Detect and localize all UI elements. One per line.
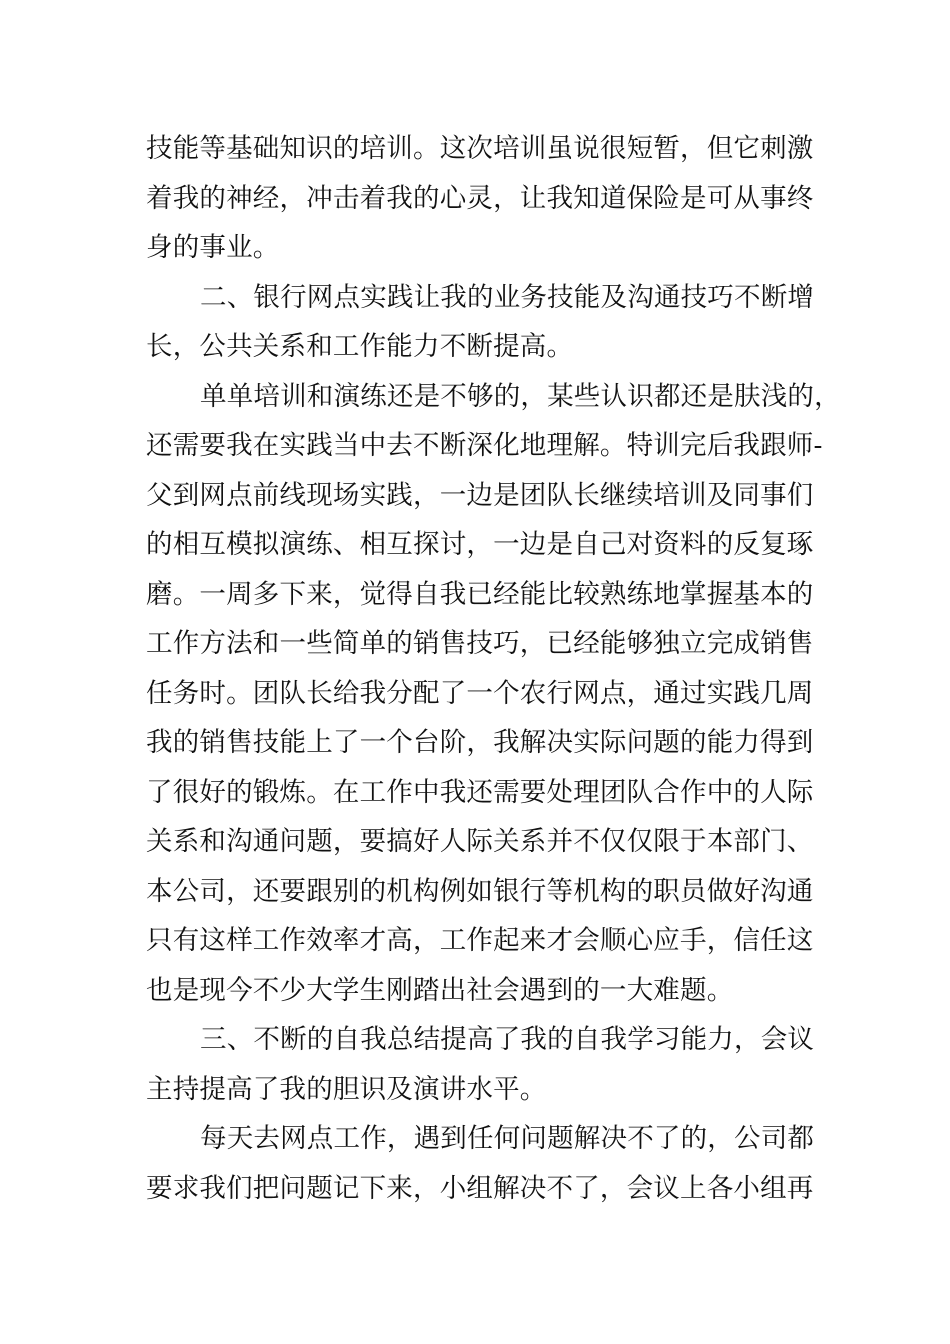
text-line: 只有这样工作效率才高，工作起来才会顺心应手，信任这: [146, 925, 814, 956]
text-line: 任务时。团队长给我分配了一个农行网点，通过实践几周: [146, 677, 814, 709]
paragraph-2-heading: [146, 273, 816, 372]
text-line: 技能等基础知识的培训。这次培训虽说很短暂，但它刺激: [146, 133, 814, 164]
text-line: 工作方法和一些简单的销售技巧，已经能够独立完成销售: [146, 628, 814, 659]
text-line: 二、银行网点实践让我的业务技能及沟通技巧不断增: [200, 281, 815, 313]
paragraph-1: [146, 124, 816, 273]
text-line: 着我的神经，冲击着我的心灵，让我知道保险是可从事终: [146, 182, 814, 214]
text-line: 身的事业。: [146, 232, 280, 263]
text-line: 我的销售技能上了一个台阶，我解决实际问题的能力得到: [146, 727, 814, 758]
text-line: 每天去网点工作，遇到任何问题解决不了的，公司都: [200, 1123, 815, 1154]
paragraph-5: [146, 1114, 816, 1213]
paragraph-3: [146, 372, 841, 1016]
text-line: 单单培训和演练还是不够的，某些认识都还是肤浅的，: [200, 380, 841, 412]
paragraph-4-heading: [146, 1015, 816, 1114]
document-body: [146, 124, 841, 1213]
text-line: 关系和沟通问题，要搞好人际关系并不仅仅限于本部门、: [146, 826, 814, 857]
text-line: 还需要我在实践当中去不断深化地理解。特训完后我跟师-: [146, 430, 823, 461]
text-line: 磨。一周多下来，觉得自我已经能比较熟练地掌握基本的: [146, 578, 814, 610]
text-line: 主持提高了我的胆识及演讲水平。: [146, 1073, 547, 1105]
text-line: 了很好的锻炼。在工作中我还需要处理团队合作中的人际: [146, 776, 814, 808]
text-line: 也是现今不少大学生刚踏出社会遇到的一大难题。: [146, 974, 734, 1006]
text-line: 三、不断的自我总结提高了我的自我学习能力，会议: [200, 1024, 815, 1055]
text-line: 的相互模拟演练、相互探讨，一边是自己对资料的反复琢: [146, 529, 814, 560]
text-line: 要求我们把问题记下来，小组解决不了，会议上各小组再: [146, 1172, 814, 1204]
text-line: 本公司，还要跟别的机构例如银行等机构的职员做好沟通: [146, 875, 814, 907]
text-line: 长，公共关系和工作能力不断提高。: [146, 331, 574, 362]
text-line: 父到网点前线现场实践，一边是团队长继续培训及同事们: [146, 479, 814, 511]
